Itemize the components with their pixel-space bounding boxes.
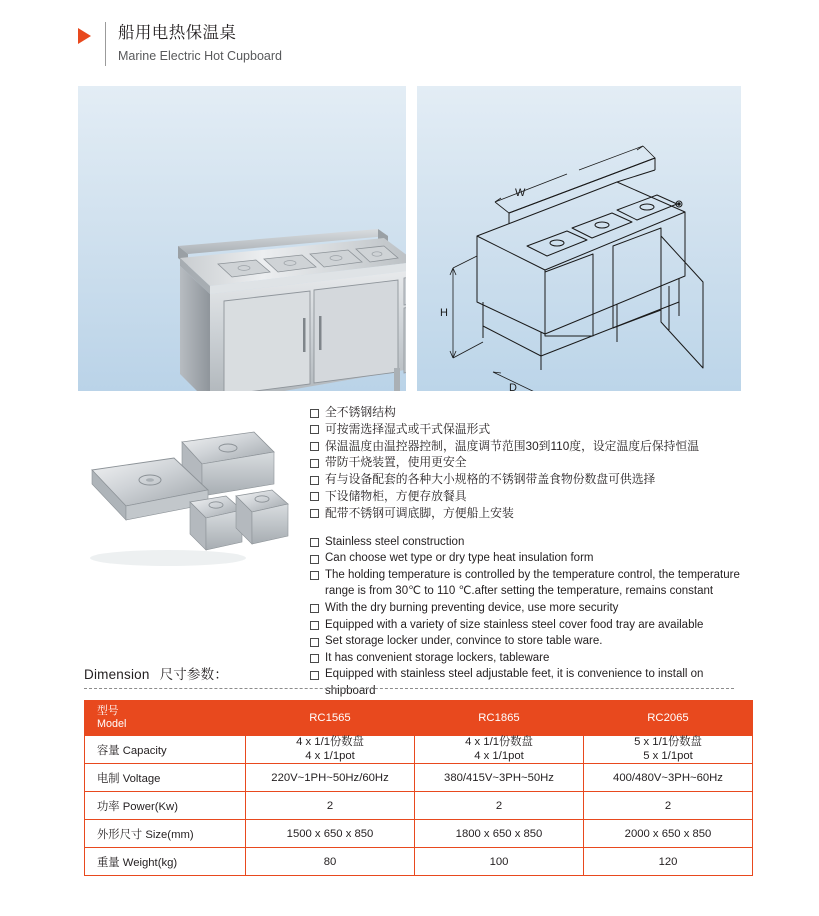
checkbox-icon (310, 476, 319, 485)
dimension-label-en: Dimension (84, 667, 150, 682)
header-titles (118, 22, 282, 65)
feature-text: Stainless steel construction (325, 535, 465, 548)
feature-item (310, 617, 755, 634)
table-header-row (85, 701, 753, 736)
feature-item (310, 421, 755, 438)
product-photo-panel (78, 86, 406, 391)
row-cell: 2 (584, 792, 753, 820)
table-row (85, 848, 753, 876)
page-header (78, 22, 282, 66)
row-label: 外形尺寸 Size(mm) (85, 820, 246, 848)
checkbox-icon (310, 538, 319, 547)
specification-table (84, 700, 753, 876)
dimension-label-cn: 尺寸参数： (159, 667, 229, 682)
dimension-label-h: H (440, 307, 448, 319)
row-cell: 2 (415, 792, 584, 820)
feature-text: The holding temperature is controlled by the temperature control, the temperature range is from 30℃ to 110 ℃.after setting the temperature, remains constant (325, 568, 740, 598)
feature-text: 带防干烧装置，使用更安全 (325, 455, 467, 470)
dimension-label-d: D (509, 382, 517, 391)
table-head (85, 701, 753, 736)
feature-item (310, 488, 755, 505)
row-label: 容量 Capacity (85, 736, 246, 764)
row-cell: 1800 x 650 x 850 (415, 820, 584, 848)
row-cell: 380/415V~3PH~50Hz (415, 764, 584, 792)
feature-item (310, 438, 755, 455)
feature-item (310, 600, 755, 617)
feature-list-en (310, 534, 755, 700)
checkbox-icon (310, 604, 319, 613)
row-cell: 2 (246, 792, 415, 820)
table-header-model-2: RC1865 (415, 701, 584, 736)
dimension-heading (84, 663, 228, 683)
table-row (85, 764, 753, 792)
checkbox-icon (310, 638, 319, 647)
feature-item (310, 633, 755, 650)
checkbox-icon (310, 459, 319, 468)
feature-text: With the dry burning preventing device, use more security (325, 601, 619, 614)
checkbox-icon (310, 509, 319, 518)
cell-line-1: 4 x 1/1份数盘 (465, 736, 533, 748)
feature-item (310, 550, 755, 567)
feature-list-cn (310, 404, 755, 522)
row-cell: 400/480V~3PH~60Hz (584, 764, 753, 792)
dimension-line-drawing (417, 86, 741, 391)
header-divider (105, 22, 106, 66)
cell-line-1: 4 x 1/1份数盘 (296, 736, 364, 748)
checkbox-icon (310, 425, 319, 434)
feature-item (310, 534, 755, 551)
row-label: 重量 Weight(kg) (85, 848, 246, 876)
table-header-model-3: RC2065 (584, 701, 753, 736)
checkbox-icon (310, 409, 319, 418)
feature-text: Can choose wet type or dry type heat insulation form (325, 552, 594, 565)
feature-text: Equipped with a variety of size stainless steel cover food tray are available (325, 618, 704, 631)
feature-item (310, 650, 755, 667)
row-cell: 120 (584, 848, 753, 876)
cell-line-2: 4 x 1/1pot (305, 749, 355, 762)
feature-text: Set storage locker under, convince to store table ware. (325, 635, 603, 648)
feature-item (310, 666, 755, 699)
row-cell (584, 736, 753, 764)
row-cell: 1500 x 650 x 850 (246, 820, 415, 848)
row-label: 功率 Power(Kw) (85, 792, 246, 820)
page-title-en: Marine Electric Hot Cupboard (118, 49, 282, 63)
checkbox-icon (310, 654, 319, 663)
pans-illustration (78, 408, 293, 598)
feature-item (310, 567, 755, 600)
triangle-bullet-icon (78, 28, 91, 44)
dimension-label-w: W (515, 187, 526, 199)
feature-text: 全不锈钢结构 (325, 405, 396, 419)
checkbox-icon (310, 621, 319, 630)
checkbox-icon (310, 442, 319, 451)
model-label-en: Model (97, 718, 127, 730)
row-cell (246, 736, 415, 764)
technical-drawing-panel (417, 86, 741, 391)
feature-item (310, 505, 755, 522)
food-pans-photo (78, 408, 293, 598)
table-row (85, 820, 753, 848)
page-title-cn: 船用电热保温桌 (118, 24, 237, 42)
feature-item (310, 471, 755, 488)
row-cell: 100 (415, 848, 584, 876)
cell-line-2: 4 x 1/1pot (474, 749, 524, 762)
feature-item (310, 404, 755, 421)
row-label: 电制 Voltage (85, 764, 246, 792)
feature-text: 配带不锈钢可调底脚，方便船上安装 (325, 505, 514, 520)
model-label-cn: 型号 (97, 704, 119, 717)
row-cell (415, 736, 584, 764)
table-body (85, 736, 753, 876)
feature-text: 保温温度由温控器控制，温度调节范围30到110度，设定温度后保持恒温 (325, 438, 700, 453)
checkbox-icon (310, 555, 319, 564)
table-row (85, 792, 753, 820)
hot-cupboard-photo (78, 86, 406, 391)
checkbox-icon (310, 671, 319, 680)
dashed-divider (84, 688, 734, 689)
checkbox-icon (310, 492, 319, 501)
cell-line-1: 5 x 1/1份数盘 (634, 736, 702, 748)
feature-text: Equipped with stainless steel adjustable feet, it is convenience to install on shipboard (325, 668, 704, 697)
feature-text: It has convenient storage lockers, tableware (325, 651, 550, 664)
feature-text: 可按需选择湿式或干式保温形式 (325, 421, 491, 436)
row-cell: 2000 x 650 x 850 (584, 820, 753, 848)
row-cell: 220V~1PH~50Hz/60Hz (246, 764, 415, 792)
row-cell: 80 (246, 848, 415, 876)
table-row (85, 736, 753, 764)
cell-line-2: 5 x 1/1pot (643, 749, 693, 762)
checkbox-icon (310, 571, 319, 580)
feature-text: 有与设备配套的各种大小规格的不锈钢带盖食物份数盘可供选择 (325, 472, 656, 487)
feature-item (310, 454, 755, 471)
feature-text: 下设储物柜，方便存放餐具 (325, 488, 467, 503)
feature-lists (310, 404, 755, 700)
table-header-model-1: RC1565 (246, 701, 415, 736)
table-header-model (85, 701, 246, 736)
